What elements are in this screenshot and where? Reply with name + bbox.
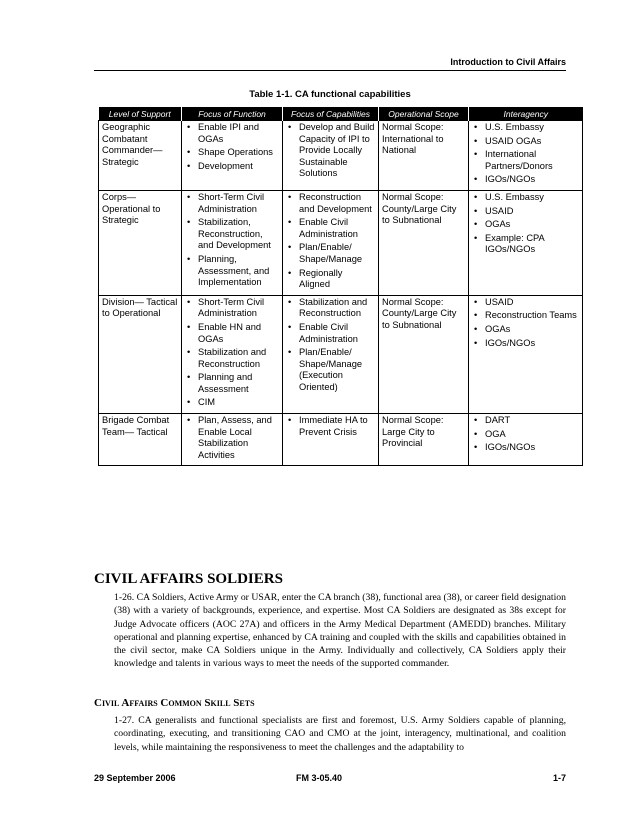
table-row bbox=[99, 295, 583, 413]
cell-interagency bbox=[469, 121, 583, 191]
paragraph-1-26: 1-26. CA Soldiers, Active Army or USAR, enter the CA branch (38), functional area (38), or career field designation (38) with a variety of backgrounds, experience, and expertise. Most CA Soldiers are designated as 38s except for Judge Advocate officers (AOC 27A) and officers in the Army Medical Department (AMEDD) branches. Military operational and planning expertise, enhanced by CA training and coupled with the skills and capabilities obtained in the civil sector, make CA Soldiers unique in the Army. Individually and collectively, CA Soldiers apply their knowledge and talents in various ways to meet the needs of the supported commander. bbox=[114, 592, 566, 670]
header-capabilities: Focus of Capabilities bbox=[283, 107, 379, 121]
list-item: • Plan, Assess, and Enable Local Stabilization Activities bbox=[185, 415, 279, 461]
header-scope: Operational Scope bbox=[379, 107, 469, 121]
cell-interagency bbox=[469, 295, 583, 413]
list-item: • Immediate HA to Prevent Crisis bbox=[286, 415, 375, 438]
list-item: • IGOs/NGOs bbox=[472, 174, 579, 186]
cell-interagency bbox=[469, 190, 583, 295]
list-item: • OGAs bbox=[472, 324, 579, 336]
subsection-heading: Civil Affairs Common Skill Sets bbox=[94, 697, 255, 709]
cell-interagency bbox=[469, 414, 583, 466]
list-item: • Example: CPA IGOs/NGOs bbox=[472, 233, 579, 256]
cell-function bbox=[182, 121, 283, 191]
table-header-row bbox=[99, 107, 583, 121]
cell-scope: Normal Scope: County/Large City to Subnational bbox=[379, 295, 469, 413]
footer-date: 29 September 2006 bbox=[94, 773, 176, 783]
list-item: • International Partners/Donors bbox=[472, 149, 579, 172]
list-item: • Enable IPI and OGAs bbox=[185, 122, 279, 145]
capabilities-table bbox=[98, 107, 583, 466]
list-item: • Develop and Build Capacity of IPI to Provide Locally Sustainable Solutions bbox=[286, 122, 375, 180]
list-item: • Enable Civil Administration bbox=[286, 217, 375, 240]
list-item: • Planning and Assessment bbox=[185, 372, 279, 395]
list-item: • Reconstruction Teams bbox=[472, 310, 579, 322]
section-heading: CIVIL AFFAIRS SOLDIERS bbox=[94, 571, 283, 587]
list-item: • Regionally Aligned bbox=[286, 268, 375, 291]
paragraph-1-27: 1-27. CA generalists and functional specialists are first and foremost, U.S. Army Soldiers capable of planning, coordinating, executing, and transitioning CAO and CMO at the joint, interagency, multinational, and coalition levels, while maintaining the responsiveness to meet the challenges and the adaptability to bbox=[114, 715, 566, 753]
cell-scope: Normal Scope: International to National bbox=[379, 121, 469, 191]
list-item: • Development bbox=[185, 161, 279, 173]
list-item: • Stabilization and Reconstruction bbox=[286, 297, 375, 320]
list-item: • Enable HN and OGAs bbox=[185, 322, 279, 345]
footer-manual-number: FM 3-05.40 bbox=[295, 773, 343, 783]
footer-page-number: 1-7 bbox=[552, 773, 566, 783]
list-item: • Enable Civil Administration bbox=[286, 322, 375, 345]
table-row bbox=[99, 121, 583, 191]
cell-function bbox=[182, 295, 283, 413]
cell-level: Division— Tactical to Operational bbox=[99, 295, 182, 413]
list-item: • Short-Term Civil Administration bbox=[185, 297, 279, 320]
cell-function bbox=[182, 190, 283, 295]
list-item: • IGOs/NGOs bbox=[472, 442, 579, 454]
list-item: • Plan/Enable/ Shape/Manage (Execution Oriented) bbox=[286, 347, 375, 393]
list-item: • Reconstruction and Development bbox=[286, 192, 375, 215]
list-item: • U.S. Embassy bbox=[472, 122, 579, 134]
list-item: • Planning, Assessment, and Implementation bbox=[185, 254, 279, 289]
list-item: • OGAs bbox=[472, 219, 579, 231]
list-item: • IGOs/NGOs bbox=[472, 338, 579, 350]
cell-capabilities bbox=[283, 414, 379, 466]
table-caption: Table 1-1. CA functional capabilities bbox=[249, 89, 411, 100]
list-item: • Stabilization, Reconstruction, and Development bbox=[185, 217, 279, 252]
list-item: • CIM bbox=[185, 397, 279, 409]
list-item: • Plan/Enable/ Shape/Manage bbox=[286, 242, 375, 265]
cell-level: Brigade Combat Team— Tactical bbox=[99, 414, 182, 466]
cell-capabilities bbox=[283, 295, 379, 413]
cell-function bbox=[182, 414, 283, 466]
header-function: Focus of Function bbox=[182, 107, 283, 121]
header-rule bbox=[94, 70, 566, 71]
header-interagency: Interagency bbox=[469, 107, 583, 121]
cell-level: Corps— Operational to Strategic bbox=[99, 190, 182, 295]
cell-level: Geographic Combatant Commander— Strategic bbox=[99, 121, 182, 191]
list-item: • USAID OGAs bbox=[472, 136, 579, 148]
table-row bbox=[99, 414, 583, 466]
running-head: Introduction to Civil Affairs bbox=[450, 57, 566, 67]
list-item: • Stabilization and Reconstruction bbox=[185, 347, 279, 370]
cell-scope: Normal Scope: Large City to Provincial bbox=[379, 414, 469, 466]
list-item: • USAID bbox=[472, 206, 579, 218]
cell-capabilities bbox=[283, 190, 379, 295]
list-item: • U.S. Embassy bbox=[472, 192, 579, 204]
list-item: • USAID bbox=[472, 297, 579, 309]
header-level: Level of Support bbox=[99, 107, 182, 121]
table-row bbox=[99, 190, 583, 295]
list-item: • OGA bbox=[472, 429, 579, 441]
list-item: • Shape Operations bbox=[185, 147, 279, 159]
cell-capabilities bbox=[283, 121, 379, 191]
list-item: • DART bbox=[472, 415, 579, 427]
cell-scope: Normal Scope: County/Large City to Subnational bbox=[379, 190, 469, 295]
list-item: • Short-Term Civil Administration bbox=[185, 192, 279, 215]
